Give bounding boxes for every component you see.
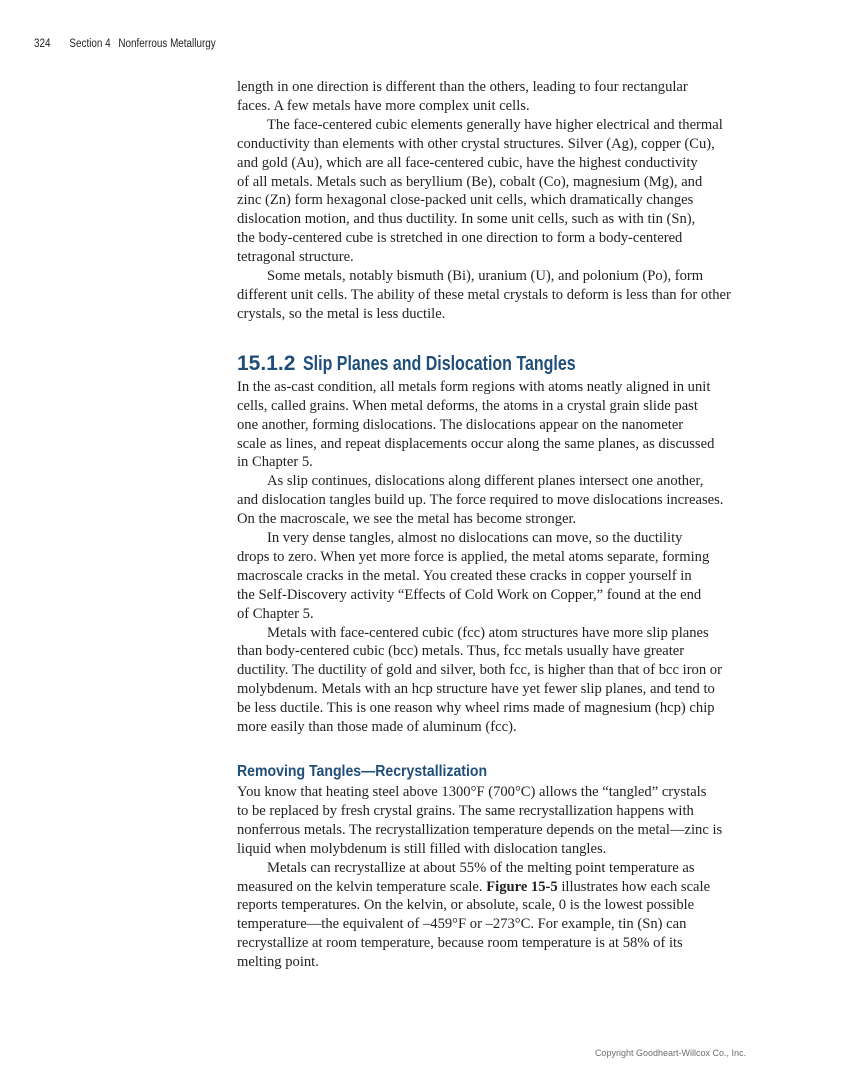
text-line: On the macroscale, we see the metal has become stronger. bbox=[237, 511, 577, 528]
text-line: in Chapter 5. bbox=[237, 454, 313, 471]
subsection-heading: Removing Tangles—Recrystallization bbox=[237, 763, 488, 780]
body-paragraph bbox=[237, 267, 747, 324]
body-paragraph bbox=[237, 624, 747, 737]
text-line: different unit cells. The ability of these metal crystals to deform is less than for other bbox=[237, 286, 731, 303]
text-line: length in one direction is different than the others, leading to four rectangular bbox=[237, 79, 688, 95]
text-line: macroscale cracks in the metal. You created these cracks in copper yourself in bbox=[237, 567, 692, 584]
text-line: Metals can recrystallize at about 55% of the melting point temperature as bbox=[267, 859, 695, 876]
text-line: temperature—the equivalent of –459°F or –273°C. For example, tin (Sn) can bbox=[237, 916, 687, 933]
body-paragraph bbox=[237, 78, 747, 116]
text-line: reports temperatures. On the kelvin, or absolute, scale, 0 is the lowest possible bbox=[237, 897, 695, 914]
page-body bbox=[237, 78, 747, 972]
text-line: You know that heating steel above 1300°F (700°C) allows the “tangled” crystals bbox=[237, 784, 707, 800]
page-number: 324 bbox=[34, 38, 51, 50]
running-header bbox=[34, 38, 216, 50]
section-number: 15.1.2 bbox=[237, 351, 296, 375]
section-title: Nonferrous Metallurgy bbox=[118, 38, 216, 50]
text-line: Metals with face-centered cubic (fcc) atom structures have more slip planes bbox=[267, 624, 709, 641]
text-line: conductivity than elements with other crystal structures. Silver (Ag), copper (Cu), bbox=[237, 135, 715, 152]
text-line: to be replaced by fresh crystal grains. The same recrystallization happens with bbox=[237, 802, 694, 819]
text-segment: measured on the kelvin temperature scale. bbox=[237, 878, 487, 895]
text-line: recrystallize at room temperature, because room temperature is at 58% of its bbox=[237, 935, 683, 952]
text-line: zinc (Zn) form hexagonal close-packed unit cells, which dramatically changes bbox=[237, 192, 694, 209]
section-label: Section 4 bbox=[69, 38, 111, 50]
body-paragraph bbox=[237, 859, 747, 972]
text-line: drops to zero. When yet more force is applied, the metal atoms separate, forming bbox=[237, 548, 710, 565]
text-line: Some metals, notably bismuth (Bi), uranium (U), and polonium (Po), form bbox=[267, 268, 704, 285]
text-line: liquid when molybdenum is still filled with dislocation tangles. bbox=[237, 840, 607, 857]
text-line: cells, called grains. When metal deforms, the atoms in a crystal grain slide past bbox=[237, 397, 698, 414]
text-line: In the as-cast condition, all metals form regions with atoms neatly aligned in unit bbox=[237, 378, 711, 395]
text-line: scale as lines, and repeat displacements occur along the same planes, as discussed bbox=[237, 435, 715, 452]
text-line: the body-centered cube is stretched in one direction to form a body-centered bbox=[237, 230, 683, 247]
text-line: As slip continues, dislocations along different planes intersect one another, bbox=[267, 473, 704, 490]
text-line: crystals, so the metal is less ductile. bbox=[237, 305, 446, 322]
body-paragraph bbox=[237, 783, 747, 859]
body-paragraph bbox=[237, 529, 747, 624]
text-line: be less ductile. This is one reason why wheel rims made of magnesium (hcp) chip bbox=[237, 700, 715, 717]
section-title: Slip Planes and Dislocation Tangles bbox=[303, 352, 577, 375]
text-line: one another, forming dislocations. The dislocations appear on the nanometer bbox=[237, 416, 684, 433]
text-line: nonferrous metals. The recrystallization temperature depends on the metal—zinc is bbox=[237, 821, 723, 838]
text-line: than body-centered cubic (bcc) metals. Thus, fcc metals usually have greater bbox=[237, 643, 685, 660]
text-line: faces. A few metals have more complex unit cells. bbox=[237, 97, 530, 114]
text-line: The face-centered cubic elements generally have higher electrical and thermal bbox=[267, 116, 723, 133]
text-line: dislocation motion, and thus ductility. In some unit cells, such as with tin (Sn), bbox=[237, 211, 696, 228]
text-line: tetragonal structure. bbox=[237, 249, 354, 266]
text-line: and gold (Au), which are all face-centered cubic, have the highest conductivity bbox=[237, 154, 698, 171]
body-paragraph bbox=[237, 378, 747, 473]
body-paragraph bbox=[237, 472, 747, 529]
text-line: melting point. bbox=[237, 954, 319, 971]
text-line: ductility. The ductility of gold and silver, both fcc, is higher than that of bcc iron or bbox=[237, 662, 722, 679]
text-line: more easily than those made of aluminum (fcc). bbox=[237, 719, 517, 736]
text-line bbox=[237, 878, 747, 897]
body-paragraph bbox=[237, 116, 747, 267]
text-line: of all metals. Metals such as beryllium (Be), cobalt (Co), magnesium (Mg), and bbox=[237, 173, 703, 190]
figure-reference[interactable]: Figure 15-5 bbox=[486, 878, 558, 895]
text-line: the Self-Discovery activity “Effects of Cold Work on Copper,” found at the end bbox=[237, 586, 702, 603]
text-line: and dislocation tangles build up. The force required to move dislocations increases. bbox=[237, 492, 724, 509]
text-line: molybdenum. Metals with an hcp structure have yet fewer slip planes, and tend to bbox=[237, 681, 715, 698]
text-segment: illustrates how each scale bbox=[557, 878, 711, 895]
section-heading bbox=[237, 350, 747, 376]
copyright-footer: Copyright Goodheart-Willcox Co., Inc. bbox=[594, 1048, 746, 1058]
text-line: In very dense tangles, almost no dislocations can move, so the ductility bbox=[267, 530, 683, 547]
text-line: of Chapter 5. bbox=[237, 605, 314, 622]
